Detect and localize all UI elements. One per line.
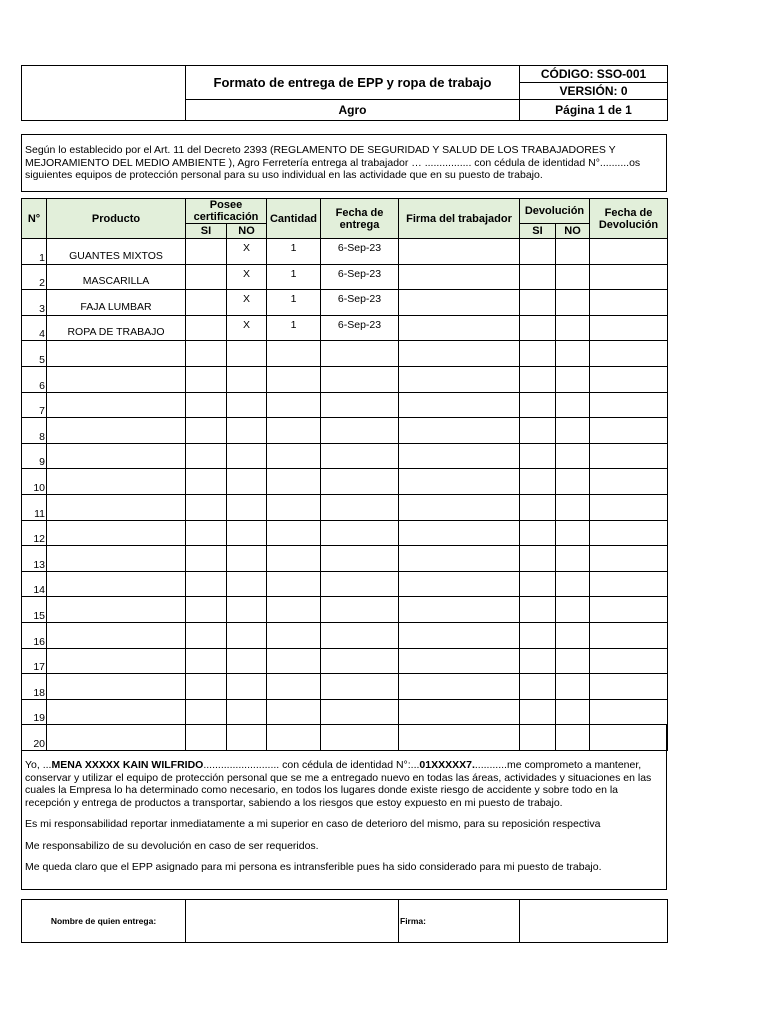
row-fecha-entrega: 6-Sep-23 (321, 290, 399, 316)
row-producto (47, 392, 186, 418)
table-row (22, 674, 668, 700)
row-cantidad (267, 622, 321, 648)
row-producto (47, 648, 186, 674)
row-dev-no (556, 622, 590, 648)
col-header-fecha-entrega: Fecha de entrega (321, 199, 399, 239)
row-fecha-entrega (321, 571, 399, 597)
row-firma (399, 392, 520, 418)
row-cantidad: 1 (267, 315, 321, 341)
row-cantidad (267, 392, 321, 418)
row-number: 2 (22, 264, 47, 290)
row-fecha-devolucion (590, 571, 668, 597)
row-fecha-devolucion (590, 622, 668, 648)
row-cantidad (267, 699, 321, 725)
row-dev-si (520, 674, 556, 700)
row-number: 9 (22, 443, 47, 469)
row-cantidad (267, 520, 321, 546)
table-row (22, 571, 668, 597)
table-row (22, 520, 668, 546)
row-dev-si (520, 443, 556, 469)
row-fecha-devolucion (590, 648, 668, 674)
row-number: 15 (22, 597, 47, 623)
row-posee-si (186, 546, 227, 572)
row-fecha-devolucion (590, 674, 668, 700)
row-producto (47, 520, 186, 546)
row-dev-no (556, 418, 590, 444)
table-row (22, 239, 668, 265)
row-posee-no (227, 494, 267, 520)
table-row (22, 264, 668, 290)
row-firma (399, 597, 520, 623)
row-cantidad (267, 571, 321, 597)
document-code: CÓDIGO: SSO-001 (520, 66, 668, 83)
document-title: Formato de entrega de EPP y ropa de trabajo (186, 66, 520, 100)
row-fecha-devolucion (590, 418, 668, 444)
row-dev-no (556, 546, 590, 572)
col-header-si: SI (186, 224, 227, 239)
commitment-paragraph-1: Yo, ...MENA XXXXX KAIN WILFRIDO.......................... con cédula de identidad N°:...01XXXXX7............me comprometo a mantener, conservar y utilizar el equipo de protección personal que se me a entregado nuevo en todas las áreas, actividades y situaciones en las cuales la Empresa lo ha determinado como necesario, en todos los lugares donde existe riesgo de accidente y sobre todo en la recepción y entrega de productos a transportar, sabiendo a los riesgos que estoy expuesto en mi puesto de trabajo. (25, 759, 652, 809)
row-dev-no (556, 648, 590, 674)
row-dev-no (556, 597, 590, 623)
col-header-fecha-devolucion: Fecha de Devolución (590, 199, 668, 239)
row-number: 10 (22, 469, 47, 495)
row-cantidad (267, 494, 321, 520)
row-posee-si (186, 622, 227, 648)
row-dev-si (520, 392, 556, 418)
row-posee-si (186, 699, 227, 725)
row-posee-no: X (227, 315, 267, 341)
signature-footer (21, 899, 668, 943)
row-posee-si (186, 392, 227, 418)
row-producto: FAJA LUMBAR (47, 290, 186, 316)
row-producto (47, 469, 186, 495)
commitment-paragraph-2: Es mi responsabilidad reportar inmediatamente a mi superior en caso de deterioro del mismo, para su reposición respectiva (25, 818, 601, 830)
table-row (22, 648, 668, 674)
row-producto (47, 571, 186, 597)
row-number: 1 (22, 239, 47, 265)
row-firma (399, 674, 520, 700)
row-posee-no (227, 648, 267, 674)
row-dev-si (520, 418, 556, 444)
row-fecha-devolucion (590, 341, 668, 367)
table-row (22, 341, 668, 367)
row-number: 20 (22, 725, 47, 751)
row-dev-no (556, 469, 590, 495)
document-header (21, 65, 668, 121)
row-number: 4 (22, 315, 47, 341)
commitment-text (21, 724, 667, 890)
row-posee-no (227, 366, 267, 392)
row-producto (47, 622, 186, 648)
row-producto: ROPA DE TRABAJO (47, 315, 186, 341)
row-posee-no: X (227, 264, 267, 290)
row-fecha-devolucion (590, 290, 668, 316)
row-firma (399, 494, 520, 520)
row-cantidad (267, 597, 321, 623)
row-dev-no (556, 443, 590, 469)
col-header-dev-no: NO (556, 224, 590, 239)
row-dev-no (556, 699, 590, 725)
row-dev-si (520, 290, 556, 316)
table-row (22, 699, 668, 725)
table-row (22, 494, 668, 520)
document-subtitle: Agro (186, 100, 520, 121)
row-cantidad: 1 (267, 264, 321, 290)
row-fecha-devolucion (590, 469, 668, 495)
row-posee-si (186, 520, 227, 546)
row-cantidad: 1 (267, 239, 321, 265)
table-row (22, 315, 668, 341)
row-producto (47, 674, 186, 700)
table-row (22, 443, 668, 469)
row-posee-si (186, 239, 227, 265)
row-fecha-entrega (321, 366, 399, 392)
logo-cell (22, 66, 186, 121)
row-firma (399, 290, 520, 316)
row-firma (399, 469, 520, 495)
page-number: Página 1 de 1 (520, 100, 668, 121)
row-posee-no (227, 469, 267, 495)
row-dev-no (556, 571, 590, 597)
row-fecha-entrega: 6-Sep-23 (321, 315, 399, 341)
row-fecha-entrega: 6-Sep-23 (321, 264, 399, 290)
row-dev-no (556, 520, 590, 546)
col-header-posee: Posee certificación (186, 199, 267, 224)
col-header-num: N° (22, 199, 47, 239)
row-posee-no (227, 520, 267, 546)
row-posee-no (227, 571, 267, 597)
row-posee-no (227, 443, 267, 469)
row-number: 19 (22, 699, 47, 725)
row-fecha-entrega (321, 418, 399, 444)
col-header-cantidad: Cantidad (267, 199, 321, 239)
row-cantidad (267, 341, 321, 367)
row-dev-si (520, 622, 556, 648)
row-producto (47, 699, 186, 725)
row-fecha-entrega (321, 622, 399, 648)
row-dev-si (520, 571, 556, 597)
row-posee-no (227, 699, 267, 725)
row-number: 16 (22, 622, 47, 648)
col-header-no: NO (227, 224, 267, 239)
row-fecha-devolucion (590, 366, 668, 392)
row-fecha-entrega (321, 648, 399, 674)
row-fecha-devolucion (590, 443, 668, 469)
row-dev-si (520, 315, 556, 341)
row-posee-no (227, 392, 267, 418)
row-fecha-entrega (321, 392, 399, 418)
row-cantidad (267, 366, 321, 392)
table-row (22, 622, 668, 648)
row-posee-si (186, 597, 227, 623)
row-producto (47, 597, 186, 623)
row-number: 7 (22, 392, 47, 418)
row-number: 14 (22, 571, 47, 597)
row-dev-si (520, 494, 556, 520)
row-posee-si (186, 469, 227, 495)
row-producto: MASCARILLA (47, 264, 186, 290)
row-number: 3 (22, 290, 47, 316)
row-firma (399, 239, 520, 265)
row-posee-no: X (227, 290, 267, 316)
row-dev-si (520, 648, 556, 674)
row-firma (399, 418, 520, 444)
row-cantidad (267, 469, 321, 495)
row-dev-si (520, 546, 556, 572)
row-fecha-devolucion (590, 546, 668, 572)
row-fecha-entrega (321, 597, 399, 623)
row-producto (47, 418, 186, 444)
col-header-dev-si: SI (520, 224, 556, 239)
row-posee-si (186, 264, 227, 290)
row-fecha-entrega (321, 546, 399, 572)
row-fecha-entrega (321, 494, 399, 520)
row-posee-no: X (227, 239, 267, 265)
row-dev-si (520, 597, 556, 623)
row-posee-no (227, 597, 267, 623)
row-number: 13 (22, 546, 47, 572)
table-row (22, 290, 668, 316)
row-dev-no (556, 392, 590, 418)
entrega-label: Nombre de quien entrega: (22, 900, 186, 943)
row-dev-no (556, 290, 590, 316)
row-posee-si (186, 494, 227, 520)
row-firma (399, 443, 520, 469)
row-number: 8 (22, 418, 47, 444)
row-firma (399, 546, 520, 572)
row-number: 18 (22, 674, 47, 700)
table-row (22, 366, 668, 392)
row-fecha-entrega (321, 443, 399, 469)
row-posee-si (186, 674, 227, 700)
col-header-firma: Firma del trabajador (399, 199, 520, 239)
row-fecha-entrega (321, 674, 399, 700)
row-posee-si (186, 443, 227, 469)
row-posee-si (186, 648, 227, 674)
row-posee-no (227, 341, 267, 367)
row-dev-no (556, 315, 590, 341)
row-number: 17 (22, 648, 47, 674)
row-posee-si (186, 418, 227, 444)
row-cantidad (267, 648, 321, 674)
row-firma (399, 264, 520, 290)
table-row (22, 392, 668, 418)
row-dev-si (520, 341, 556, 367)
entrega-name-field[interactable] (186, 900, 399, 943)
row-number: 11 (22, 494, 47, 520)
row-dev-no (556, 494, 590, 520)
row-dev-no (556, 264, 590, 290)
row-producto (47, 366, 186, 392)
row-posee-si (186, 290, 227, 316)
row-dev-si (520, 699, 556, 725)
row-dev-si (520, 520, 556, 546)
row-producto (47, 341, 186, 367)
row-number: 5 (22, 341, 47, 367)
row-dev-no (556, 674, 590, 700)
table-row (22, 546, 668, 572)
row-dev-si (520, 264, 556, 290)
row-firma (399, 341, 520, 367)
row-fecha-entrega (321, 520, 399, 546)
row-producto: GUANTES MIXTOS (47, 239, 186, 265)
document-version: VERSIÓN: 0 (520, 83, 668, 100)
commitment-paragraph-3: Me responsabilizo de su devolución en caso de ser requeridos. (25, 839, 319, 852)
row-posee-si (186, 571, 227, 597)
row-producto (47, 443, 186, 469)
row-producto (47, 546, 186, 572)
row-dev-si (520, 366, 556, 392)
row-firma (399, 571, 520, 597)
row-fecha-devolucion (590, 520, 668, 546)
row-cantidad (267, 546, 321, 572)
row-cantidad (267, 443, 321, 469)
row-posee-si (186, 315, 227, 341)
row-cantidad: 1 (267, 290, 321, 316)
row-firma (399, 648, 520, 674)
row-dev-no (556, 341, 590, 367)
row-posee-si (186, 341, 227, 367)
commitment-paragraph-4: Me queda claro que el EPP asignado para mi persona es intransferible pues ha sido considerado para mi puesto de trabajo. (25, 861, 602, 873)
row-posee-no (227, 674, 267, 700)
row-firma (399, 520, 520, 546)
row-number: 6 (22, 366, 47, 392)
row-number: 12 (22, 520, 47, 546)
table-row (22, 469, 668, 495)
row-firma (399, 622, 520, 648)
row-fecha-devolucion (590, 494, 668, 520)
row-dev-no (556, 239, 590, 265)
row-fecha-entrega (321, 699, 399, 725)
worker-id: 01XXXXX7. (419, 759, 475, 771)
epp-table (21, 198, 668, 751)
row-fecha-devolucion (590, 597, 668, 623)
row-firma (399, 699, 520, 725)
row-dev-si (520, 469, 556, 495)
firma-label: Firma: (399, 900, 520, 943)
row-fecha-devolucion (590, 699, 668, 725)
row-producto (47, 494, 186, 520)
row-posee-no (227, 418, 267, 444)
row-firma (399, 366, 520, 392)
row-posee-no (227, 622, 267, 648)
row-fecha-devolucion (590, 239, 668, 265)
row-posee-si (186, 366, 227, 392)
row-fecha-devolucion (590, 315, 668, 341)
row-dev-si (520, 239, 556, 265)
row-cantidad (267, 418, 321, 444)
worker-name: MENA XXXXX KAIN WILFRIDO (51, 759, 204, 771)
row-fecha-devolucion (590, 264, 668, 290)
firma-field[interactable] (520, 900, 668, 943)
intro-paragraph: Según lo establecido por el Art. 11 del Decreto 2393 (REGLAMENTO DE SEGURIDAD Y SALUD DE LOS TRABAJADORES Y MEJORAMIENTO DEL MEDIO AMBIENTE ), Agro Ferretería entrega al trabajador … ................ con cédula de identidad N°..........os siguientes equipos de protección personal para su uso individual en las actividade que en su puesto de trabajo. (21, 134, 667, 192)
col-header-producto: Producto (47, 199, 186, 239)
row-dev-no (556, 366, 590, 392)
row-fecha-entrega (321, 469, 399, 495)
row-cantidad (267, 674, 321, 700)
row-posee-no (227, 546, 267, 572)
col-header-devolucion: Devolución (520, 199, 590, 224)
row-fecha-devolucion (590, 392, 668, 418)
row-firma (399, 315, 520, 341)
row-fecha-entrega: 6-Sep-23 (321, 239, 399, 265)
table-row (22, 418, 668, 444)
table-row (22, 597, 668, 623)
row-fecha-entrega (321, 341, 399, 367)
